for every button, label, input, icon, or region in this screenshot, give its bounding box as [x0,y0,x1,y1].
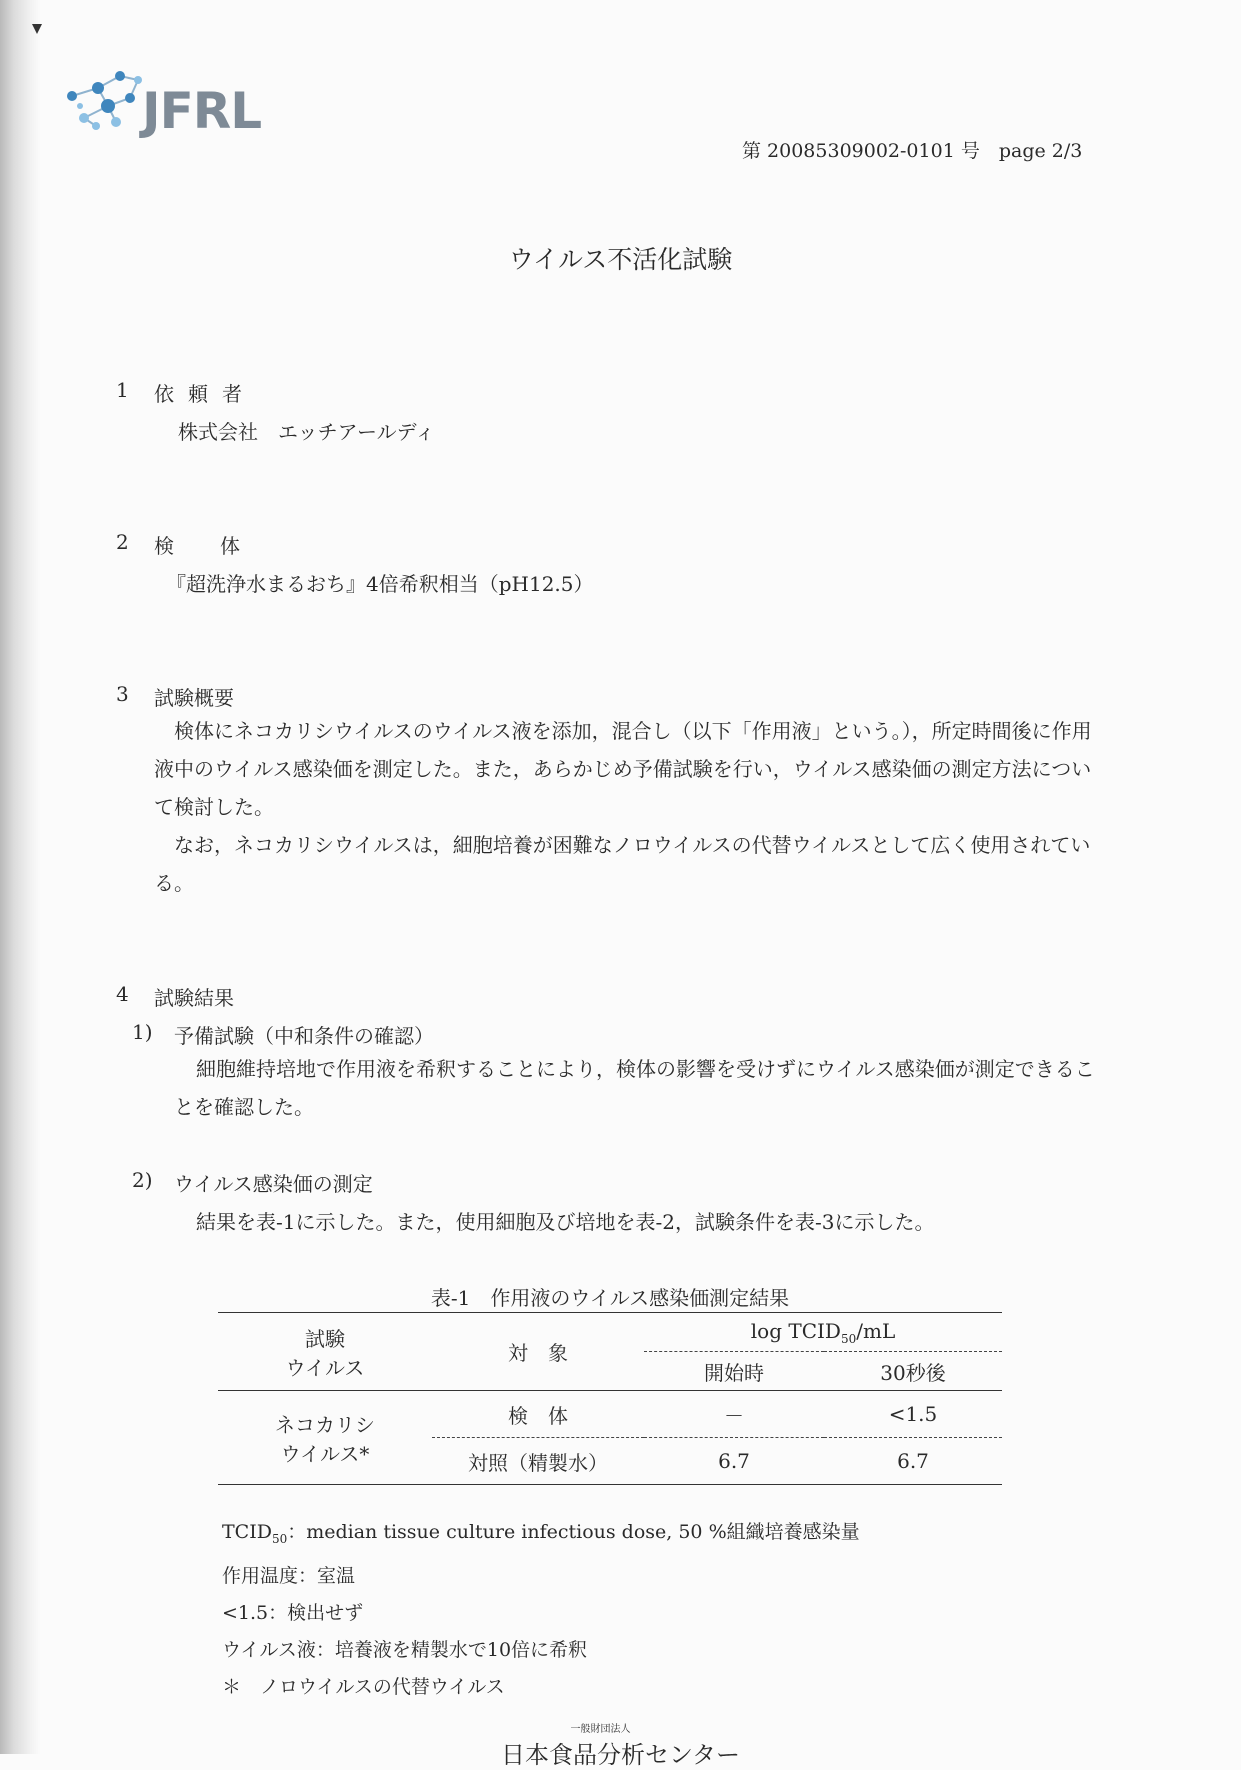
subsection-2-body: 結果を表-1に示した。また，使用細胞及び培地を表-2，試験条件を表-3に示した。 [196,1210,935,1234]
virus-name-line-2: ウイルス* [280,1441,370,1466]
section-3-paragraph-2: なお，ネコカリシウイルスは，細胞培養が困難なノロウイルスの代替ウイルスとして広く使用されている。 [154,833,1091,895]
note-tcid-sub: 50 [271,1531,288,1546]
section-1-number: 1 [116,378,129,402]
document-number: 第 20085309002-0101 号 page 2/3 [742,140,1083,162]
header-virus-line-1: 試験 [305,1326,345,1351]
subsection-1-number: 1) [132,1020,153,1044]
header-30s: 30秒後 [824,1352,1002,1391]
section-3-paragraph-1: 検体にネコカリシウイルスのウイルス液を添加，混合し（以下「作用液」という。），所定時間後に作用液中のウイルス感染価を測定した。また，あらかじめ予備試験を行い，ウイルス感染価の測定方法について検討した。 [154,719,1092,819]
header-log-tcid-sub: 50 [840,1331,857,1346]
header-virus-line-2: ウイルス [285,1355,365,1380]
subsection-1-heading: 予備試験（中和条件の確認） [174,1024,434,1048]
row-1-start: － [644,1391,824,1438]
section-3-number: 3 [116,682,129,706]
results-table [218,1312,1002,1485]
note-tcid-post: ：median tissue culture infectious dose, 50 %組織培養感染量 [287,1521,860,1543]
header-log-tcid-post: /mL [856,1318,896,1343]
subsection-1-paragraph: 細胞維持培地で作用液を希釈することにより，検体の影響を受けずにウイルス感染価が測定できることを確認した。 [174,1057,1095,1119]
note-asterisk: ＊ ノロウイルスの代替ウイルス [222,1675,505,1698]
page-title: ウイルス不活化試験 [508,245,733,274]
note-virus-liquid: ウイルス液：培養液を精製水で10倍に希釈 [222,1638,588,1661]
subsection-2-heading: ウイルス感染価の測定 [174,1172,373,1196]
section-3-heading: 試験概要 [154,686,234,710]
section-2-body: 『超洗浄水まるおち』4倍希釈相当（pH12.5） [166,572,594,596]
note-temperature: 作用温度：室温 [222,1564,356,1587]
header-virus [218,1313,432,1391]
section-2-heading: 検体 [154,534,286,558]
header-log-tcid [644,1313,1002,1352]
virus-name-line-1: ネコカリシ [275,1412,375,1437]
row-2-target: 対照（精製水） [432,1438,644,1485]
footer-small-text: 一般財団法人 [570,1724,631,1735]
row-2-start: 6.7 [644,1438,824,1485]
table-row [218,1391,1002,1438]
section-4-heading: 試験結果 [154,986,234,1010]
row-1-target: 検 体 [432,1391,644,1438]
table-notes [222,1514,860,1706]
section-1-heading: 依頼者 [154,382,256,406]
row-1-after: <1.5 [824,1391,1002,1438]
virus-name-cell [218,1391,432,1485]
section-4-number: 4 [116,982,129,1006]
header-target: 対 象 [432,1313,644,1391]
header-log-tcid-pre: log TCID [750,1318,841,1343]
table-caption: 表-1 作用液のウイルス感染価測定結果 [430,1286,790,1310]
row-2-after: 6.7 [824,1438,1002,1485]
note-detection: <1.5：検出せず [222,1601,364,1624]
subsection-2-number: 2) [132,1168,153,1192]
note-tcid [222,1514,860,1558]
section-1-body: 株式会社 エッチアールディ [178,420,435,444]
footer-main-text: 日本食品分析センター [500,1741,741,1769]
footer-organization [0,1720,1241,1770]
subsection-1-body [174,1050,1099,1126]
section-3-body [154,712,1099,902]
header-start: 開始時 [644,1352,824,1391]
logo-text: JFRL [142,82,262,140]
scan-marker [32,24,42,34]
note-tcid-pre: TCID [222,1521,272,1543]
section-2-number: 2 [116,530,129,554]
